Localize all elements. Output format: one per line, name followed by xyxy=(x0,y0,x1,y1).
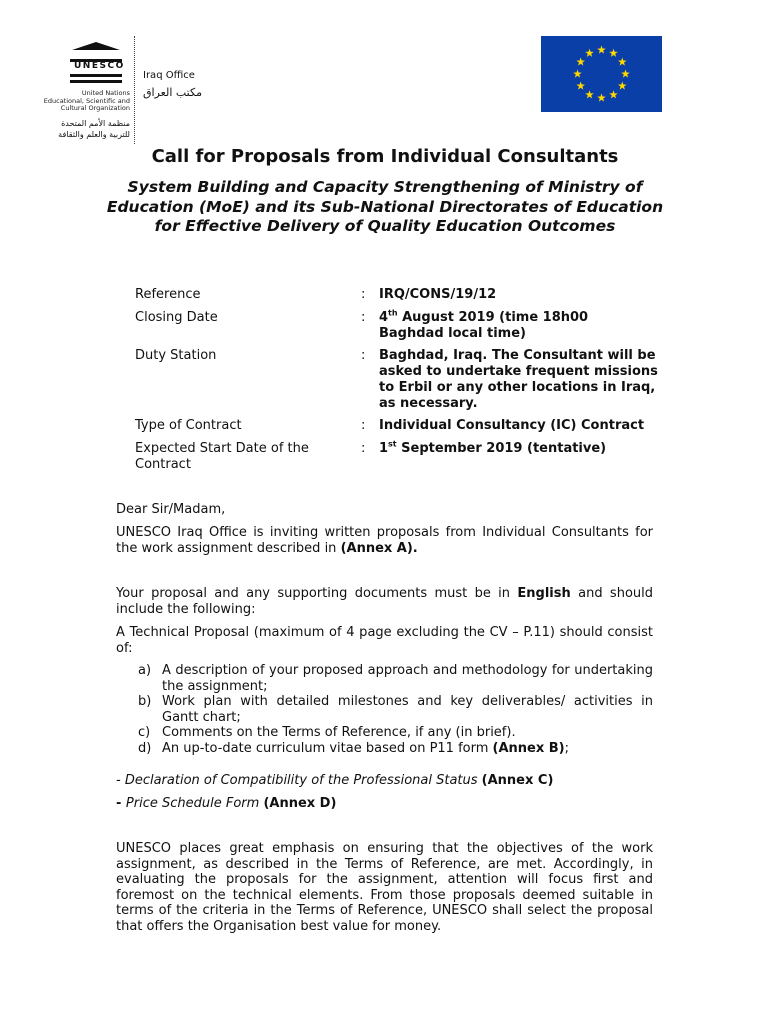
evaluation-paragraph: UNESCO places great emphasis on ensuring that the objectives of the work assignment, as described in the Terms of Reference, are met. Accordingly, in evaluating the proposals for the assignment, attention will focus first and foremost on the technical elements. From those proposals deemed suitable in terms of the criteria in the Terms of Reference, UNESCO shall select the proposal that offers the Organisation best value for money. xyxy=(116,841,653,934)
closing-date-label: Closing Date xyxy=(135,310,218,325)
list-item: a) A description of your proposed approach and methodology for undertaking the assignment; xyxy=(138,663,653,694)
office-name-en: Iraq Office xyxy=(143,70,195,81)
eu-flag-icon xyxy=(541,36,662,112)
unesco-logo-text: UNESCO xyxy=(74,61,125,71)
eu-star-icon xyxy=(618,58,627,66)
page-subtitle: System Building and Capacity Strengthening of Ministry of Education (MoE) and its Sub-National Directorates of Education for Effective Delivery of Quality Education Outcomes xyxy=(106,178,664,235)
reference-label: Reference xyxy=(135,287,201,302)
colon: : xyxy=(361,310,366,325)
declaration-line: - Declaration of Compatibility of the Professional Status (Annex C) xyxy=(116,773,554,788)
requirements-list xyxy=(138,663,653,756)
page-title: Call for Proposals from Individual Consultants xyxy=(151,146,619,167)
eu-star-icon xyxy=(573,70,582,78)
intro-paragraph: UNESCO Iraq Office is inviting written proposals from Individual Consultants for the work assignment described in (Annex A). xyxy=(116,525,653,556)
greeting: Dear Sir/Madam, xyxy=(116,502,226,517)
colon: : xyxy=(361,418,366,433)
list-item: d) An up-to-date curriculum vitae based on P11 form (Annex B); xyxy=(138,740,570,756)
duty-station-value: Baghdad, Iraq. The Consultant will be asked to undertake frequent missions to Erbil or any other locations in Iraq, as necessary. xyxy=(379,348,658,411)
colon: : xyxy=(361,441,366,456)
start-date-value: 1st September 2019 (tentative) xyxy=(379,439,607,456)
reference-value: IRQ/CONS/19/12 xyxy=(379,287,497,302)
contract-type-label: Type of Contract xyxy=(135,418,242,433)
colon: : xyxy=(361,348,366,363)
duty-station-label: Duty Station xyxy=(135,348,217,363)
unesco-temple-base-icon xyxy=(70,71,122,90)
contract-type-value: Individual Consultancy (IC) Contract xyxy=(379,418,645,433)
technical-proposal-paragraph: A Technical Proposal (maximum of 4 page excluding the CV – P.11) should consist of: xyxy=(116,625,653,656)
eu-star-icon xyxy=(597,94,606,102)
eu-star-icon xyxy=(618,82,627,90)
language-paragraph: Your proposal and any supporting documents must be in English and should include the following: xyxy=(116,586,654,617)
eu-star-icon xyxy=(576,82,585,90)
eu-star-icon xyxy=(585,49,594,57)
eu-star-icon xyxy=(621,70,630,78)
start-date-label: Expected Start Date of the Contract xyxy=(135,441,309,472)
eu-star-icon xyxy=(609,90,618,98)
header-divider xyxy=(134,36,135,144)
eu-star-icon xyxy=(597,46,606,54)
eu-star-icon xyxy=(609,49,618,57)
closing-date-value: 4th August 2019 (time 18h00 Baghdad local time) xyxy=(379,308,589,341)
list-item: c) Comments on the Terms of Reference, if any (in brief). xyxy=(138,725,516,740)
colon: : xyxy=(361,287,366,302)
eu-star-icon xyxy=(576,58,585,66)
price-schedule-line: - Price Schedule Form (Annex D) xyxy=(116,796,337,811)
list-item: b) Work plan with detailed milestones and key deliverables/ activities in Gantt chart; xyxy=(138,694,653,725)
office-name-ar: مكتب العراق xyxy=(143,86,202,99)
eu-star-icon xyxy=(585,90,594,98)
org-name-en: United Nations Educational, Scientific and Cultural Organization xyxy=(43,89,130,112)
org-name-ar: منظمة الأمم المتحدة للتربية والعلم والثقافة xyxy=(58,119,130,139)
